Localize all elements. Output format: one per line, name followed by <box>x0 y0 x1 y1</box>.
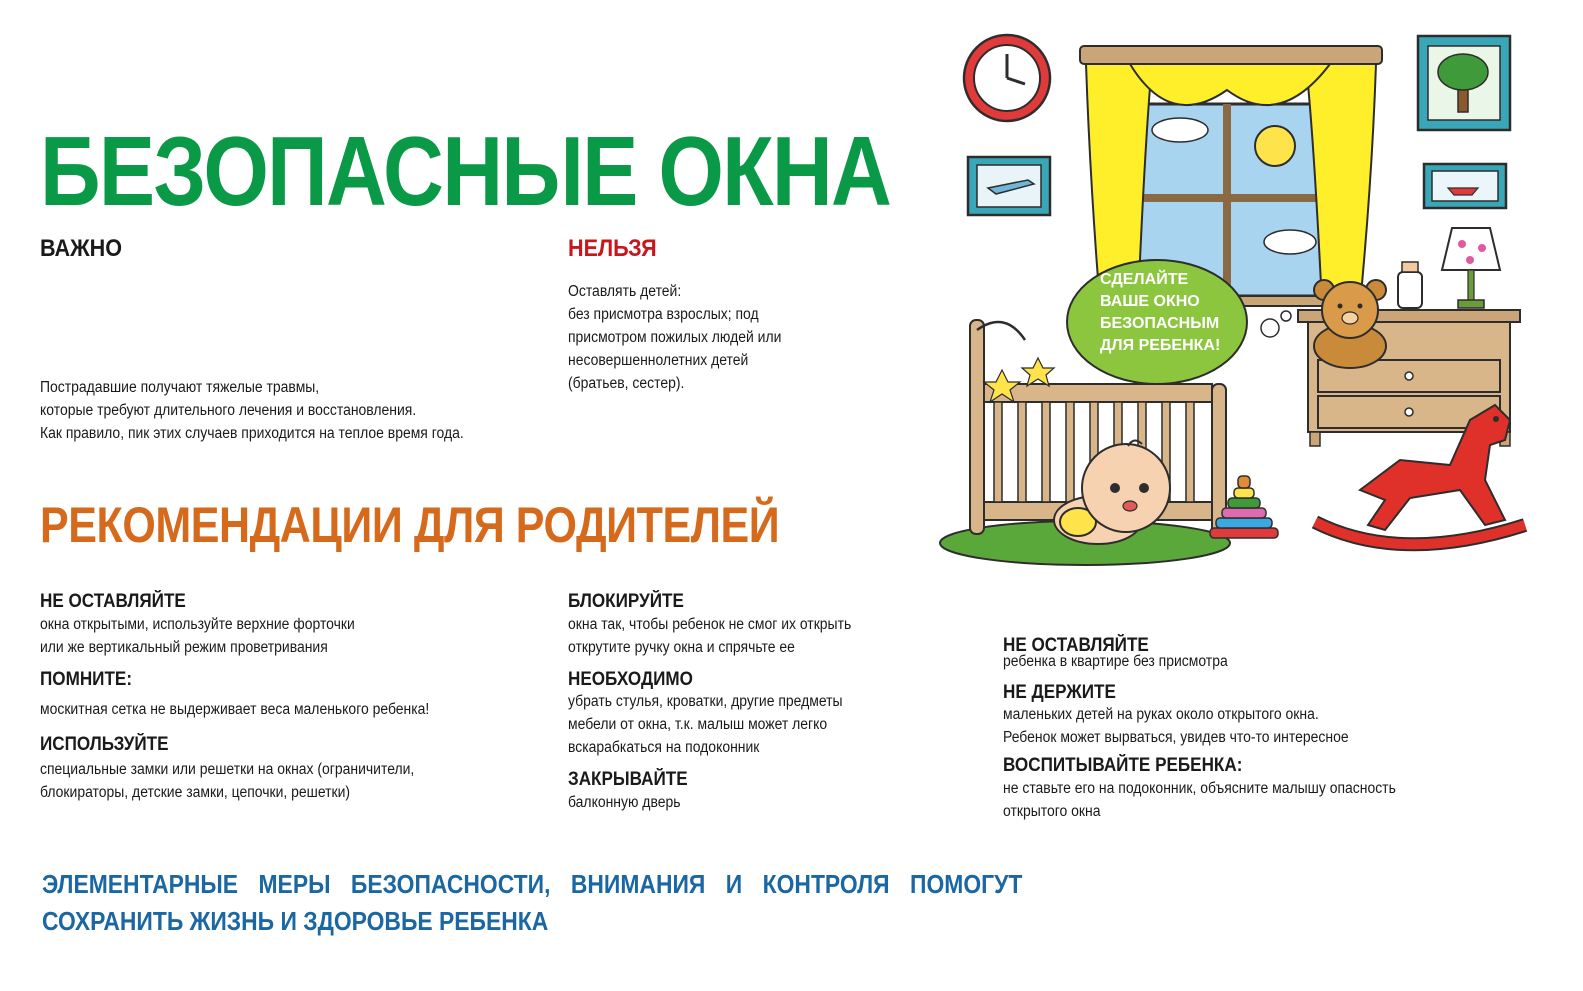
tree-picture-icon <box>1418 36 1510 130</box>
rec-heading: ПОМНИТЕ: <box>40 669 133 690</box>
rec-line: открутите ручку окна и спрячьте ее <box>568 639 795 656</box>
rec-heading: НЕ ДЕРЖИТЕ <box>1003 682 1116 703</box>
rec-text <box>568 690 843 759</box>
slogan-line: ЭЛЕМЕНТАРНЫЕ МЕРЫ БЕЗОПАСНОСТИ, ВНИМАНИЯ И КОНТРОЛЯ ПОМОГУТ <box>42 869 1023 899</box>
forbidden-line: без присмотра взрослых; под <box>568 306 759 323</box>
rec-text <box>40 758 414 804</box>
rec-heading: ВОСПИТЫВАЙТЕ РЕБЕНКА: <box>1003 755 1243 776</box>
recommendations-heading: РЕКОМЕНДАЦИИ ДЛЯ РОДИТЕЛЕЙ <box>40 497 780 553</box>
rec-heading: НЕ ОСТАВЛЯЙТЕ <box>1003 635 1149 656</box>
rec-heading: ЗАКРЫВАЙТЕ <box>568 769 688 790</box>
clock-icon <box>964 35 1050 121</box>
important-line: Как правило, пик этих случаев приходится на теплое время года. <box>40 425 464 442</box>
lamp-icon <box>1442 228 1500 308</box>
teddy-bear-icon <box>1314 280 1386 368</box>
rec-heading: НЕОБХОДИМО <box>568 669 693 690</box>
forbidden-line: присмотром пожилых людей или <box>568 329 782 346</box>
important-line: Пострадавшие получают тяжелые травмы, <box>40 379 320 396</box>
rec-line: Ребенок может вырваться, увидев что-то интересное <box>1003 729 1349 746</box>
boat-picture-icon <box>1424 164 1506 208</box>
forbidden-line: (братьев, сестер). <box>568 375 685 392</box>
forbidden-line: Оставлять детей: <box>568 283 682 300</box>
rec-heading: НЕ ОСТАВЛЯЙТЕ <box>40 591 186 612</box>
forbidden-line: несовершеннолетних детей <box>568 352 749 369</box>
important-heading: ВАЖНО <box>40 235 123 262</box>
rec-line: убрать стулья, кроватки, другие предметы <box>568 693 843 710</box>
rec-text <box>40 698 429 721</box>
bubble-line: ДЛЯ РЕБЕНКА! <box>1100 337 1221 354</box>
rec-line: мебели от окна, т.к. малыш может легко <box>568 716 828 733</box>
slogan-line: СОХРАНИТЬ ЖИЗНЬ И ЗДОРОВЬЕ РЕБЕНКА <box>42 906 549 936</box>
rec-line: окна открытыми, используйте верхние форточки <box>40 616 355 633</box>
forbidden-text <box>568 280 781 395</box>
important-text <box>40 376 464 445</box>
page-title: БЕЗОПАСНЫЕ ОКНА <box>40 116 891 226</box>
rec-line: блокираторы, детские замки, цепочки, решетки) <box>40 784 351 801</box>
rec-text <box>1003 650 1228 673</box>
rec-text <box>1003 703 1349 749</box>
bubble-line: БЕЗОПАСНЫМ <box>1100 315 1220 332</box>
forbidden-heading: НЕЛЬЗЯ <box>568 235 657 262</box>
rec-line: ребенка в квартире без присмотра <box>1003 653 1228 670</box>
rec-line: балконную дверь <box>568 794 681 811</box>
rec-heading: ИСПОЛЬЗУЙТЕ <box>40 734 169 755</box>
airplane-picture-icon <box>968 157 1050 215</box>
rec-line: не ставьте его на подоконник, объясните малышу опасность <box>1003 780 1396 797</box>
bubble-line: ВАШЕ ОКНО <box>1100 293 1200 310</box>
rec-text <box>1003 777 1396 823</box>
bottle-icon <box>1398 262 1422 308</box>
important-line: которые требуют длительного лечения и восстановления. <box>40 402 417 419</box>
nursery-illustration <box>930 20 1560 580</box>
bottom-slogan <box>42 866 1022 940</box>
bubble-line: СДЕЛАЙТЕ <box>1100 271 1189 288</box>
rec-text <box>568 613 851 659</box>
rec-line: москитная сетка не выдерживает веса маленького ребенка! <box>40 701 430 718</box>
rec-heading: БЛОКИРУЙТЕ <box>568 591 684 612</box>
rec-text <box>40 613 355 659</box>
rec-line: открытого окна <box>1003 803 1101 820</box>
rec-line: маленьких детей на руках около открытого окна. <box>1003 706 1319 723</box>
rec-line: окна так, чтобы ребенок не смог их открыть <box>568 616 852 633</box>
rec-line: или же вертикальный режим проветривания <box>40 639 328 656</box>
rec-text <box>568 791 680 814</box>
rec-line: специальные замки или решетки на окнах (ограничители, <box>40 761 415 778</box>
rec-line: вскарабкаться на подоконник <box>568 739 760 756</box>
